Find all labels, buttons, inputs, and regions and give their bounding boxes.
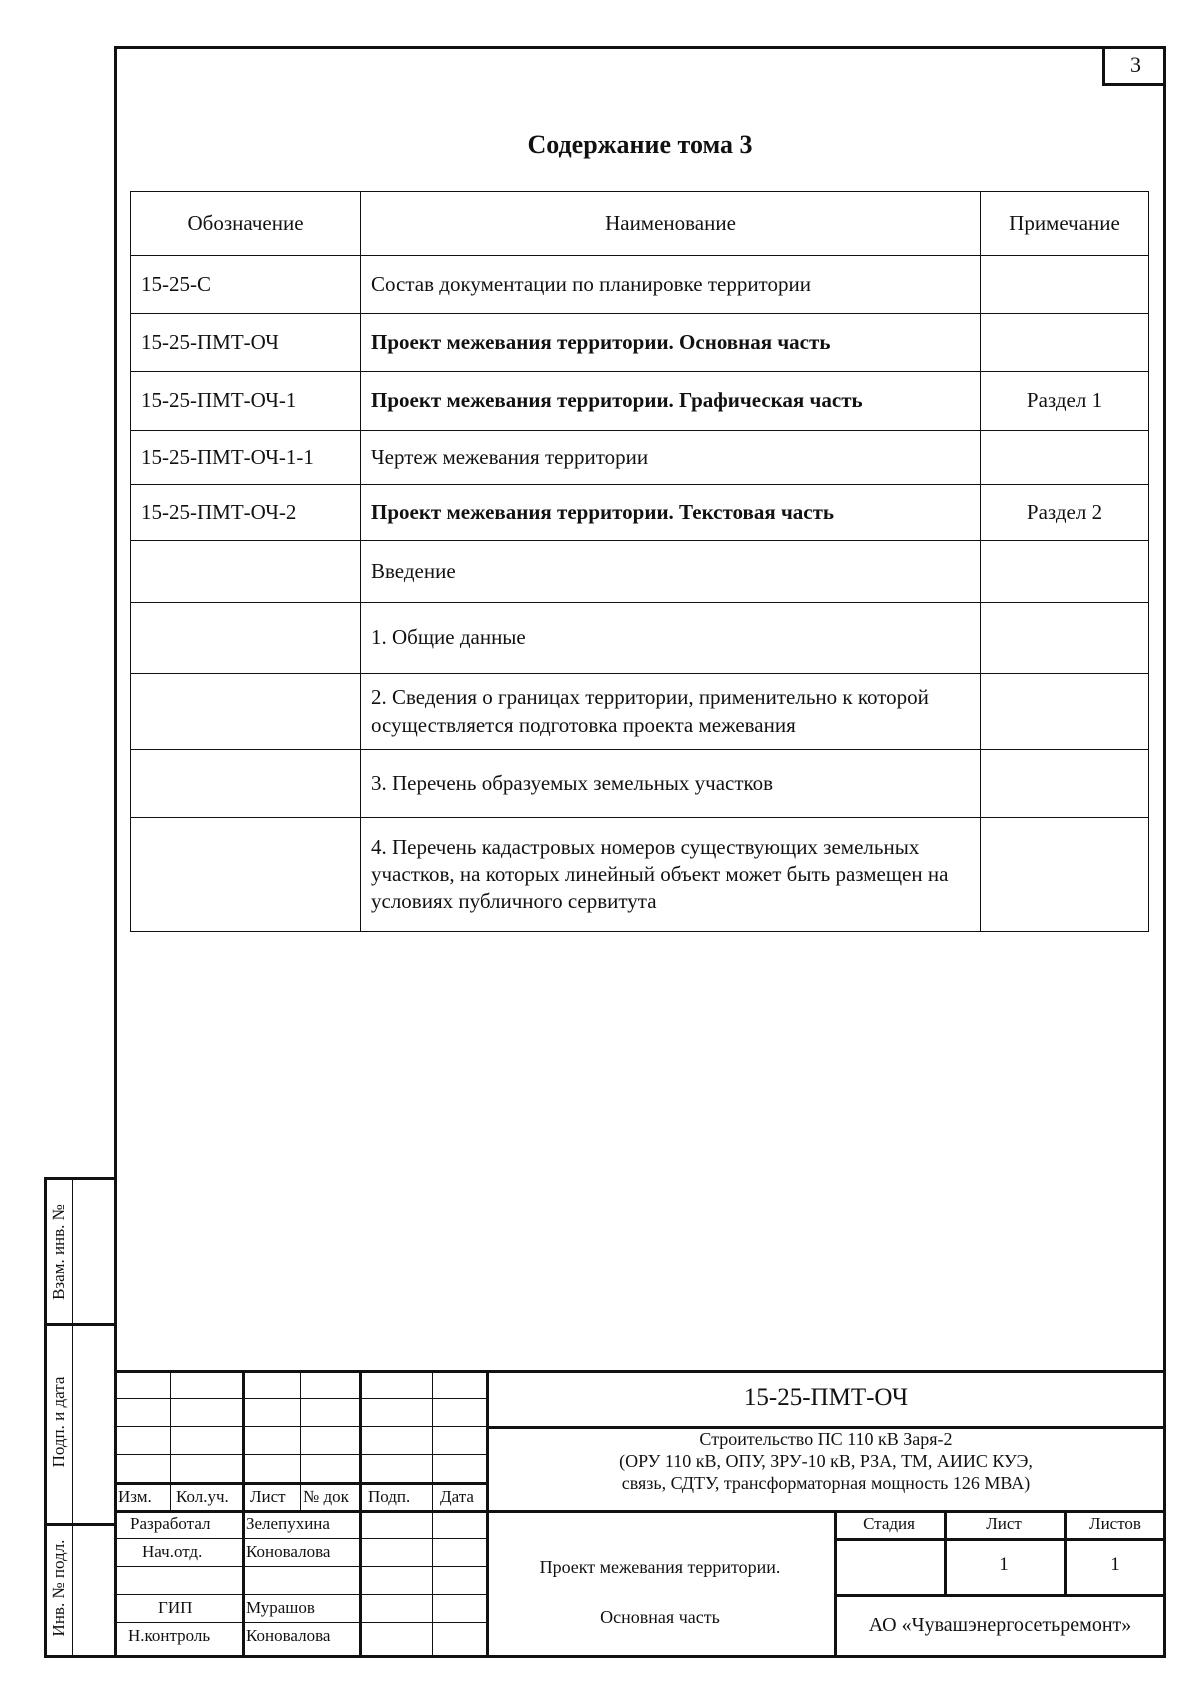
row-note	[981, 818, 1149, 932]
table-row	[131, 372, 1149, 431]
header-name: Наименование	[361, 192, 981, 256]
row-name: 2. Сведения о границах территории, применительно к которой осуществляется подготовка проекта межевания	[361, 674, 981, 750]
sheets-label: Листов	[1089, 1514, 1141, 1533]
row-code	[131, 750, 361, 818]
project-line-3: связь, СДТУ, трансформаторная мощность 126 МВА)	[621, 1473, 1031, 1493]
row-code: 15-25-ПМТ-ОЧ	[131, 314, 361, 372]
col-list: Лист	[250, 1487, 286, 1506]
row-name: Состав документации по планировке территории	[361, 256, 981, 314]
row-code	[131, 603, 361, 674]
side-stamp	[44, 1177, 116, 1658]
title-block	[114, 1370, 1166, 1658]
sheet-number-box	[1102, 46, 1166, 86]
header-code: Обозначение	[131, 192, 361, 256]
row-note	[981, 256, 1149, 314]
table-row	[131, 314, 1149, 372]
row-name: 1. Общие данные	[361, 603, 981, 674]
table-row	[131, 256, 1149, 314]
stage-label: Стадия	[863, 1514, 915, 1533]
contents-table	[130, 191, 1149, 932]
row-note	[981, 431, 1149, 485]
col-kol-uch: Кол.уч.	[176, 1487, 229, 1506]
col-data: Дата	[440, 1487, 474, 1506]
sheets-value: 1	[1110, 1554, 1120, 1575]
row-note	[981, 314, 1149, 372]
row-code	[131, 818, 361, 932]
row-note	[981, 674, 1149, 750]
side-stamp-podp: Подп. и дата	[49, 1376, 68, 1468]
organization: АО «Чувашэнергосетьремонт»	[868, 1614, 1132, 1636]
row-name: Проект межевания территории. Графическая часть	[361, 372, 981, 431]
table-header-row	[131, 192, 1149, 256]
table-row	[131, 485, 1149, 541]
row-note	[981, 750, 1149, 818]
header-note: Примечание	[981, 192, 1149, 256]
row-note	[981, 541, 1149, 603]
col-podp: Подп.	[368, 1487, 411, 1506]
table-row	[131, 603, 1149, 674]
name-developer: Зелепухина	[246, 1514, 330, 1533]
role-norm-control: Н.контроль	[128, 1626, 211, 1645]
col-izm: Изм.	[118, 1487, 152, 1506]
table-row	[131, 818, 1149, 932]
page-title: Содержание тома 3	[527, 130, 753, 159]
name-norm-control: Коновалова	[246, 1626, 331, 1645]
name-head-dept: Коновалова	[246, 1542, 331, 1561]
row-name: Введение	[361, 541, 981, 603]
sheet-number: 3	[1130, 51, 1141, 77]
row-code	[131, 541, 361, 603]
row-code	[131, 674, 361, 750]
col-doc-num: № док	[303, 1487, 349, 1506]
row-code: 15-25-С	[131, 256, 361, 314]
row-name: 3. Перечень образуемых земельных участков	[361, 750, 981, 818]
row-name: Проект межевания территории. Текстовая часть	[361, 485, 981, 541]
row-code: 15-25-ПМТ-ОЧ-1-1	[131, 431, 361, 485]
row-note	[981, 603, 1149, 674]
role-developer: Разработал	[130, 1514, 211, 1533]
role-gip: ГИП	[158, 1598, 193, 1617]
doc-code: 15-25-ПМТ-ОЧ	[743, 1384, 909, 1411]
table-row	[131, 541, 1149, 603]
name-gip: Мурашов	[246, 1598, 315, 1617]
project-line-1: Строительство ПС 110 кВ Заря-2	[699, 1429, 953, 1449]
row-code: 15-25-ПМТ-ОЧ-2	[131, 485, 361, 541]
role-head-dept: Нач.отд.	[142, 1542, 203, 1561]
sheet-label: Лист	[986, 1514, 1022, 1533]
doc-name-line-1: Проект межевания территории.	[539, 1557, 781, 1577]
sheet-value: 1	[999, 1554, 1009, 1575]
side-stamp-inv: Инв. № подл.	[49, 1539, 68, 1637]
table-row	[131, 674, 1149, 750]
row-code: 15-25-ПМТ-ОЧ-1	[131, 372, 361, 431]
row-name: 4. Перечень кадастровых номеров существующих земельных участков, на которых линейный объект может быть размещен на условиях публичного сервитута	[361, 818, 981, 932]
row-name: Проект межевания территории. Основная часть	[361, 314, 981, 372]
table-row	[131, 431, 1149, 485]
side-stamp-vzam: Взам. инв. №	[49, 1204, 68, 1300]
row-note: Раздел 2	[981, 485, 1149, 541]
doc-name-line-2: Основная часть	[600, 1607, 720, 1627]
project-line-2: (ОРУ 110 кВ, ОПУ, ЗРУ-10 кВ, РЗА, ТМ, АИИС КУЭ,	[619, 1451, 1033, 1471]
row-name: Чертеж межевания территории	[361, 431, 981, 485]
row-note: Раздел 1	[981, 372, 1149, 431]
table-row	[131, 750, 1149, 818]
